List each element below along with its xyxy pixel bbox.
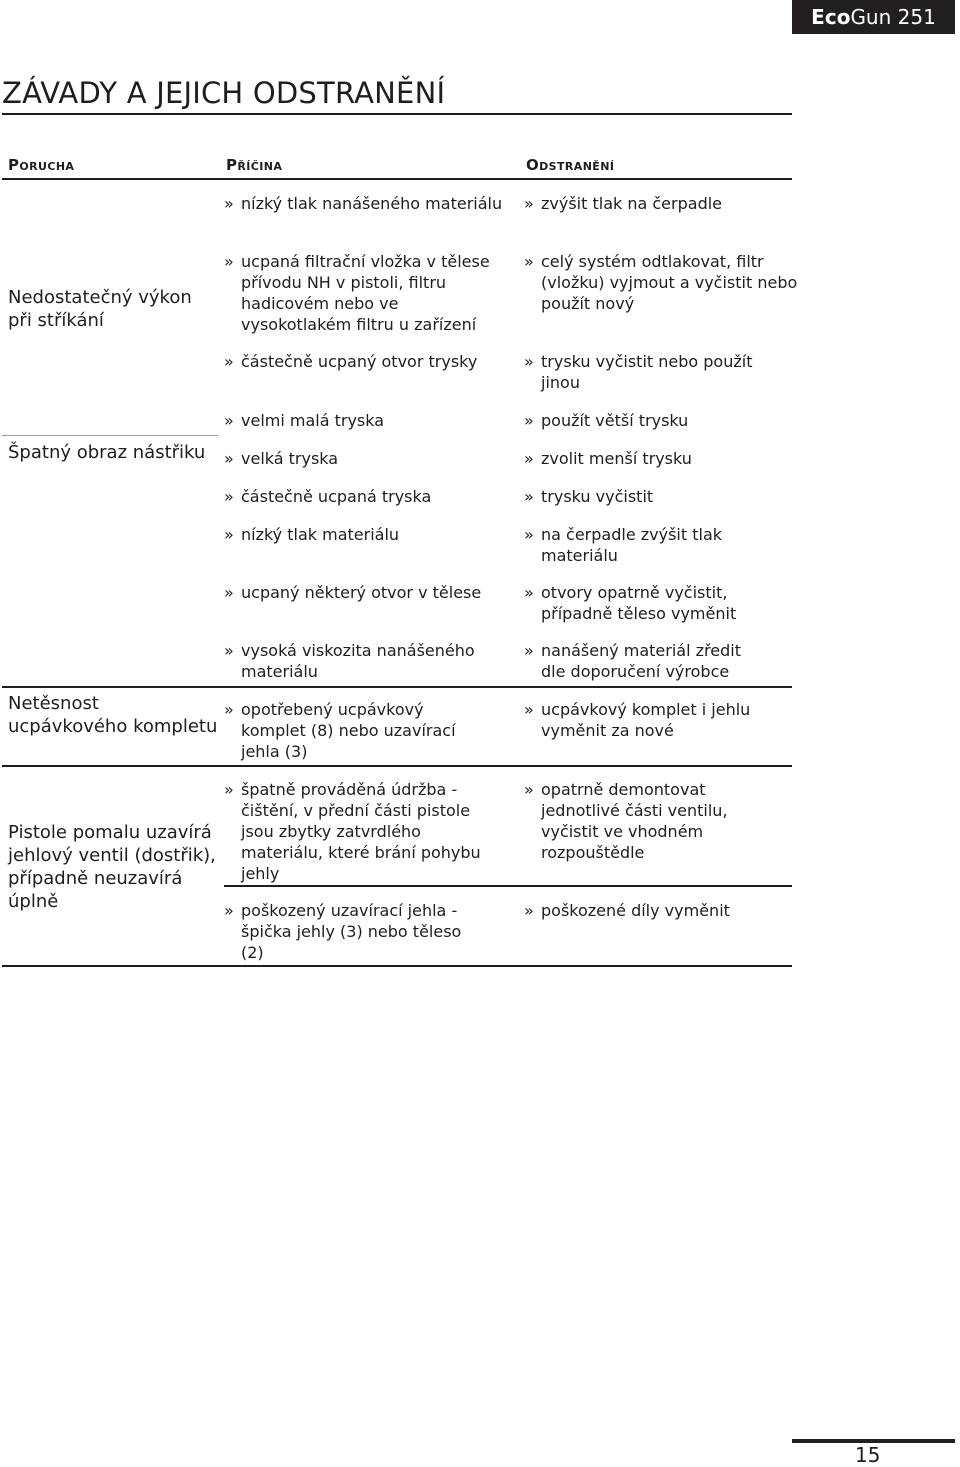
cause-7: » ucpaný některý otvor v tělese	[224, 582, 526, 603]
fault-1: Špatný obraz nástřiku	[8, 442, 206, 463]
fault-separator	[2, 435, 218, 436]
row-divider	[2, 686, 792, 688]
cause-4: » velká tryska	[224, 448, 526, 469]
cause-5: » částečně ucpaná tryska	[224, 486, 526, 507]
cause-10: » špatně prováděná údržba - čištění, v přední části pistole jsou zbytky zatvrdlého materiálu, které brání pohybu jehly	[224, 779, 506, 884]
remedy-8: » nanášený materiál zředit dle doporučení výrobce	[524, 640, 766, 682]
remedy-2: » trysku vyčistit nebo použít jinou	[524, 351, 781, 393]
table-bottom-rule	[2, 965, 792, 967]
cause-1: » ucpaná filtrační vložka v tělese přívodu NH v pistoli, filtru hadicovém nebo ve vysokotlakém filtru u zařízení	[224, 251, 506, 335]
cause-6: » nízký tlak materiálu	[224, 524, 526, 545]
cause-8: » vysoká viskozita nanášeného materiálu	[224, 640, 506, 682]
cause-0: » nízký tlak nanášeného materiálu	[224, 193, 526, 214]
header-porucha: Porucha	[8, 156, 75, 174]
cause-9: » opotřebený ucpávkový komplet (8) nebo uzavírací jehla (3)	[224, 699, 486, 762]
cause-11: » poškozený uzavírací jehla - špička jehly (3) nebo těleso (2)	[224, 900, 476, 963]
header-pricina: Příčina	[226, 156, 283, 174]
header-odstraneni: Odstranění	[526, 156, 615, 174]
remedy-4: » zvolit menší trysku	[524, 448, 806, 469]
brand-label: Eco Gun 251	[792, 0, 955, 34]
cause-3: » velmi malá tryska	[224, 410, 526, 431]
header-rule	[2, 178, 792, 180]
fault-2: Netěsnost ucpávkového kompletu	[8, 693, 218, 737]
row-divider	[2, 765, 792, 767]
remedy-10: » opatrně demontovat jednotlivé části ventilu, vyčistit ve vhodném rozpouštědle	[524, 779, 771, 863]
remedy-7: » otvory opatrně vyčistit, případně těleso vyměnit	[524, 582, 766, 624]
page-title: ZÁVADY A JEJICH ODSTRANĚNÍ	[2, 76, 446, 110]
remedy-3: » použít větší trysku	[524, 410, 806, 431]
remedy-5: » trysku vyčistit	[524, 486, 806, 507]
fault-0: Nedostatečný výkon při stříkání	[8, 287, 192, 331]
remedy-0: » zvýšit tlak na čerpadle	[524, 193, 806, 214]
remedy-11: » poškozené díly vyměnit	[524, 900, 806, 921]
cause-2: » částečně ucpaný otvor trysky	[224, 351, 526, 372]
remedy-1: » celý systém odtlakovat, filtr (vložku) vyjmout a vyčistit nebo použít nový	[524, 251, 806, 314]
fault-3: Pistole pomalu uzavírá jehlový ventil (dostřik), případně neuzavírá úplně	[8, 822, 216, 912]
title-rule	[2, 113, 792, 115]
row-divider	[224, 885, 792, 887]
remedy-9: » ucpávkový komplet i jehlu vyměnit za nové	[524, 699, 791, 741]
page-number: 15	[855, 1443, 881, 1467]
remedy-6: » na čerpadle zvýšit tlak materiálu	[524, 524, 756, 566]
